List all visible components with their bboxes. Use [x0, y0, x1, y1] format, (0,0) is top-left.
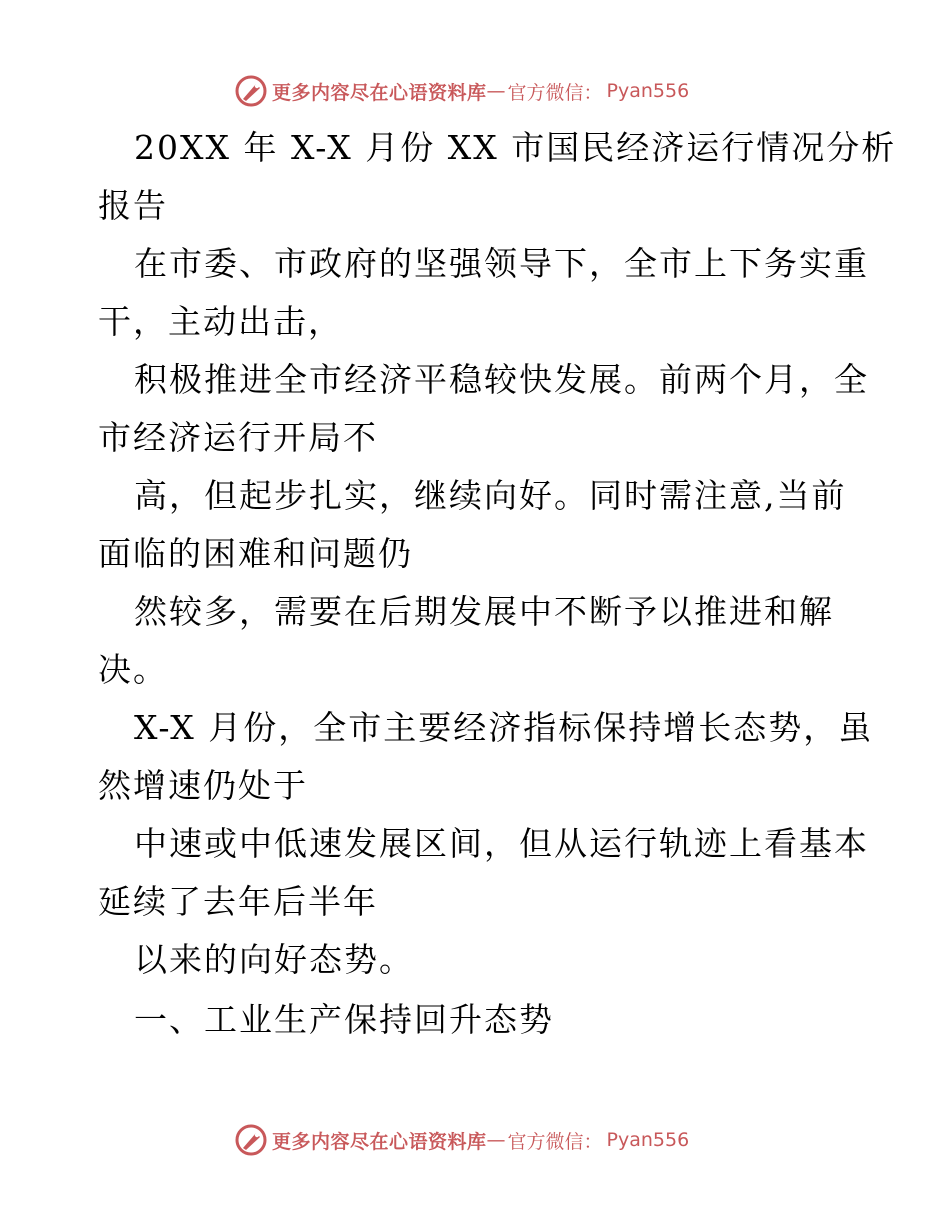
watermark-dash: — [486, 80, 506, 102]
paragraph-line: 决。 [98, 650, 168, 689]
paragraph-line: 在市委、市政府的坚强领导下，全市上下务实重 [134, 244, 869, 283]
pen-nib-logo-icon [234, 1123, 268, 1157]
paragraph-line: 然增速仍处于 [98, 766, 308, 805]
paragraph-line: X-X 月份，全市主要经济指标保持增长态势，虽 [134, 708, 874, 747]
footer-watermark [234, 1122, 714, 1158]
paragraph-line: 延续了去年后半年 [98, 882, 378, 921]
paragraph-line: 面临的困难和问题仍 [98, 534, 413, 573]
section-heading: 一、工业生产保持回升态势 [134, 1000, 554, 1039]
watermark-wechat-label: 官方微信： [507, 1130, 603, 1153]
doc-title-line-2: 报告 [98, 186, 168, 225]
paragraph-line: 中速或中低速发展区间，但从运行轨迹上看基本 [134, 824, 869, 863]
watermark-main-text: 更多内容尽在心语资料库 [272, 81, 487, 104]
watermark-wechat-id: Pyan556 [606, 1129, 690, 1151]
paragraph-line: 干，主动出击， [98, 302, 343, 341]
paragraph-line: 然较多，需要在后期发展中不断予以推进和解 [134, 592, 834, 631]
doc-title-line-1: 20XX 年 X-X 月份 XX 市国民经济运行情况分析 [134, 128, 897, 167]
paragraph-line: 以来的向好态势。 [134, 940, 414, 979]
paragraph-line: 高，但起步扎实，继续向好。同时需注意,当前 [134, 476, 847, 515]
watermark-main-text: 更多内容尽在心语资料库 [272, 1130, 487, 1153]
watermark-dash: — [486, 1129, 506, 1151]
watermark-wechat-label: 官方微信： [507, 81, 603, 104]
watermark-wechat-id: Pyan556 [606, 80, 690, 102]
paragraph-line: 市经济运行开局不 [98, 418, 378, 457]
paragraph-line: 积极推进全市经济平稳较快发展。前两个月，全 [134, 360, 869, 399]
